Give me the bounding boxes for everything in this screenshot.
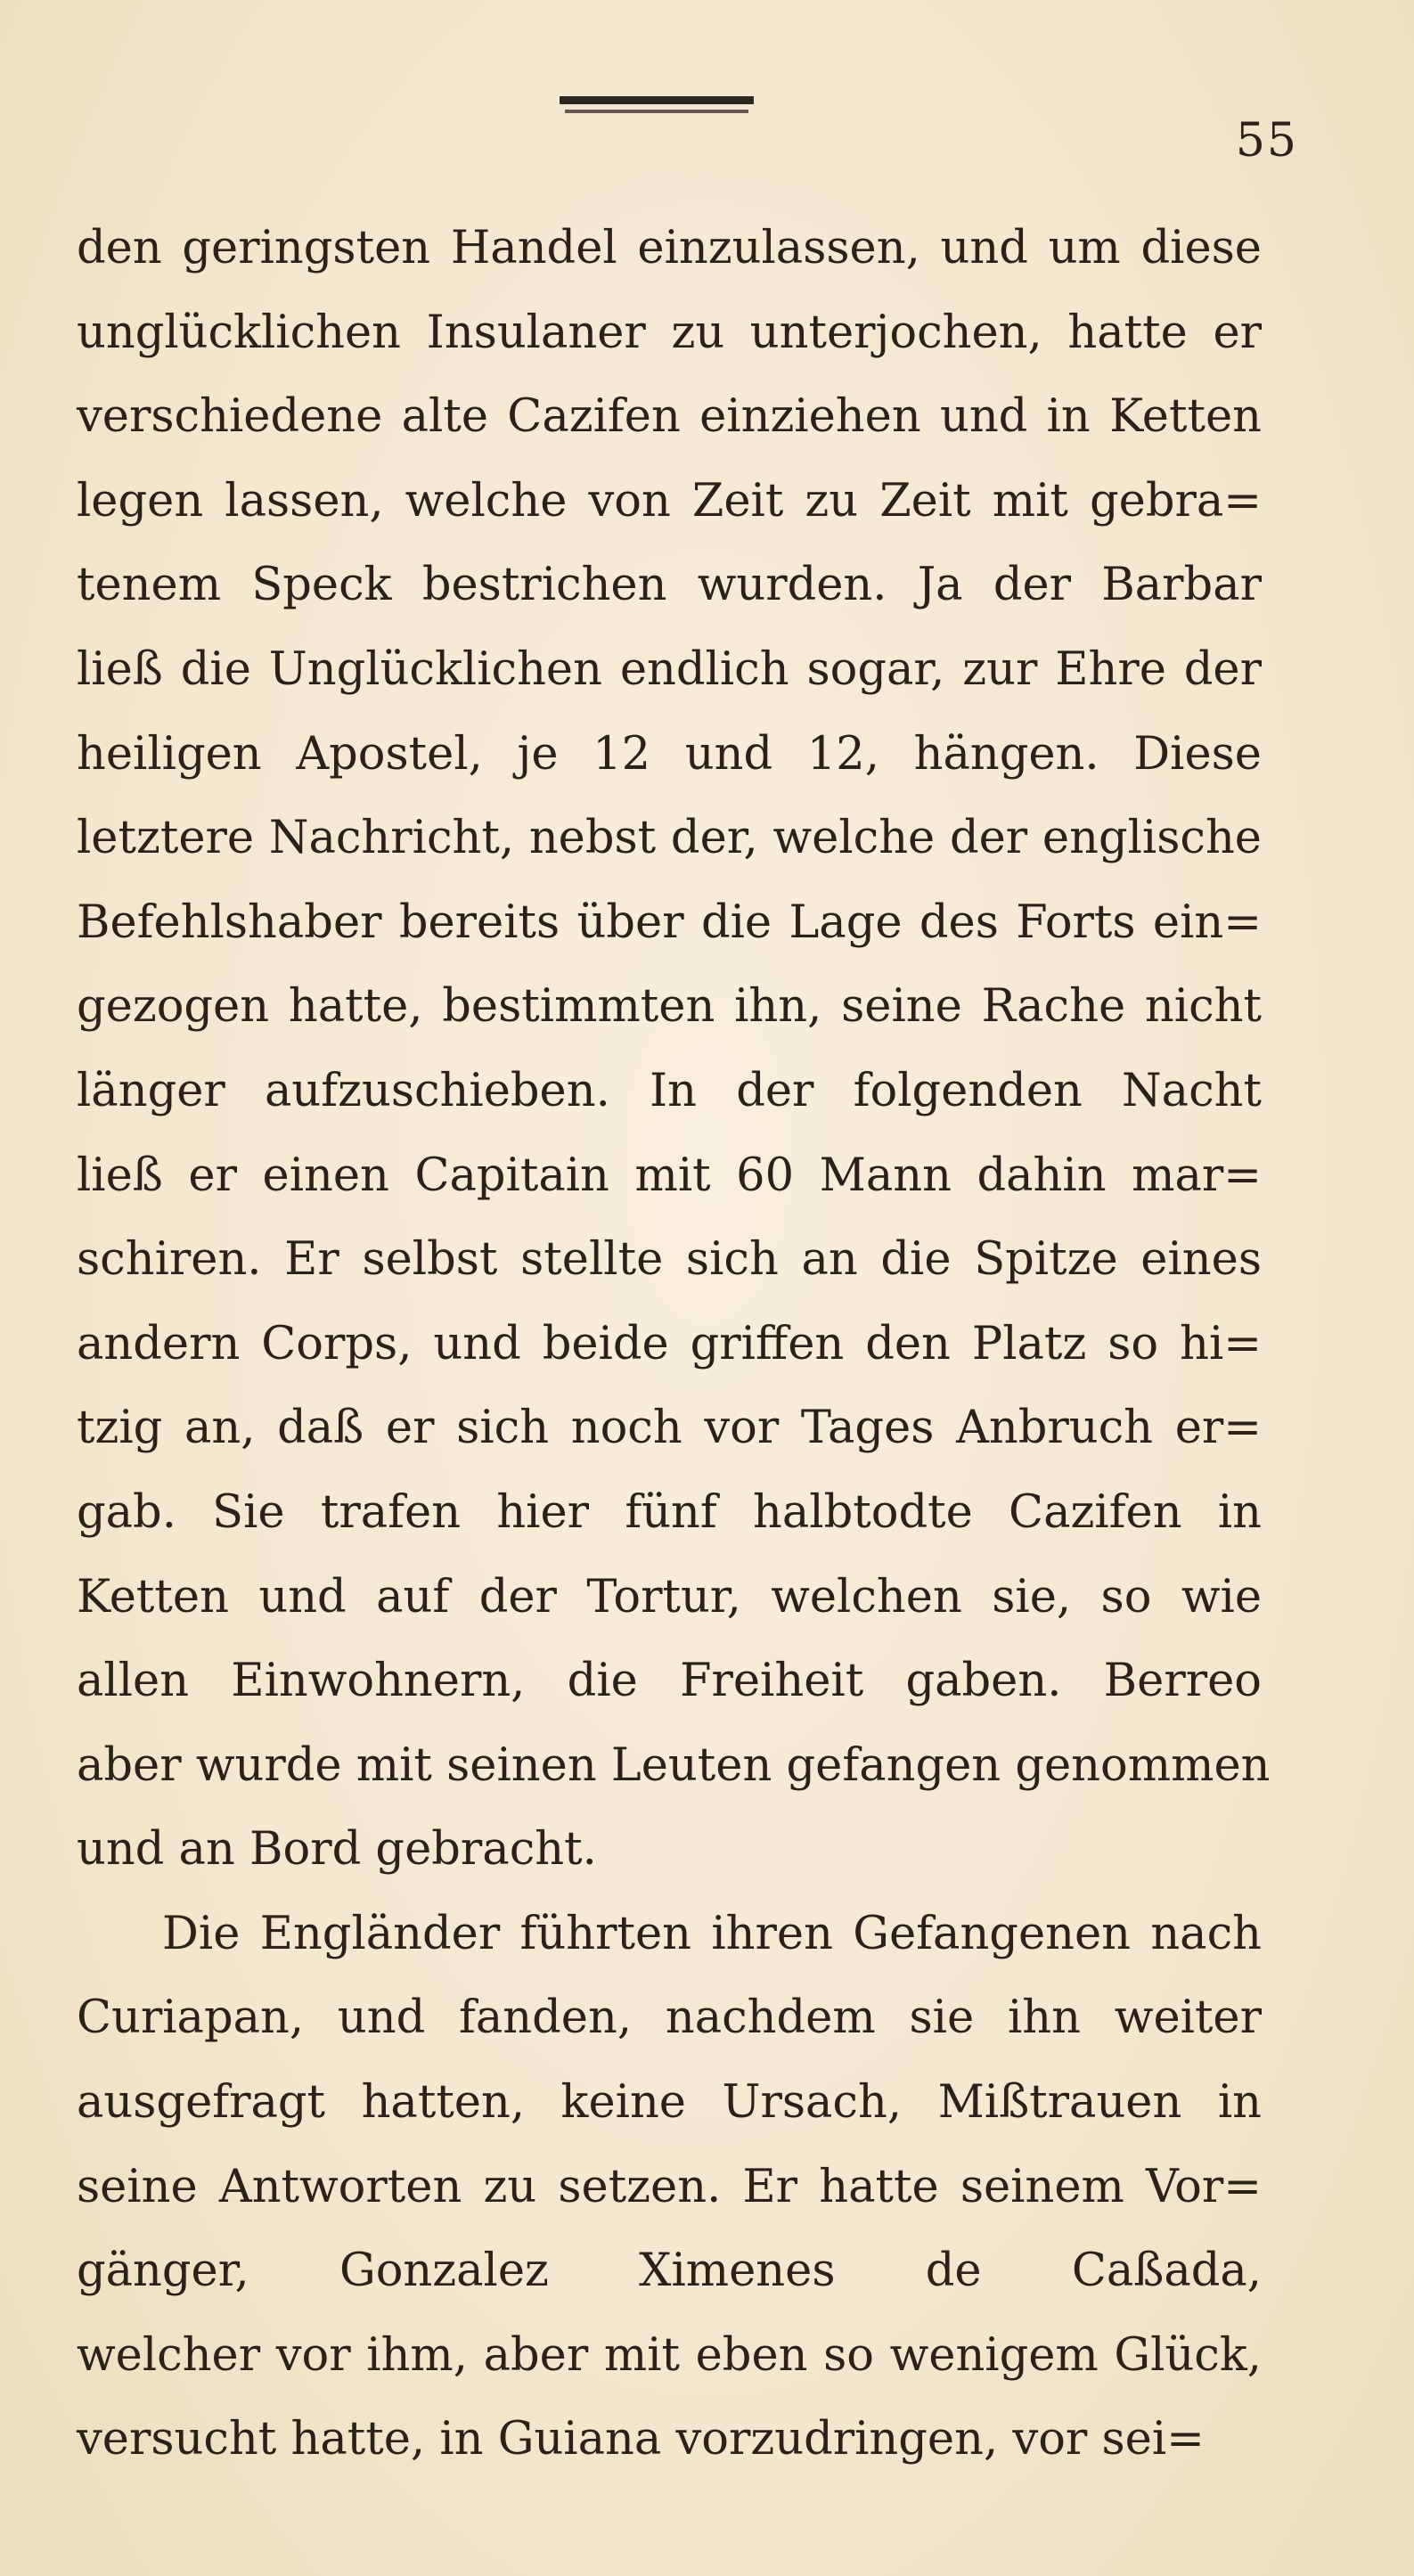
ornament-bar-thin (565, 110, 748, 113)
text-line: ausgefragt hatten, keine Ursach, Mißtrauen in (77, 2076, 1262, 2130)
text-line: tenem Speck bestrichen wurden. Ja der Barbar (77, 559, 1262, 612)
text-line: und an Bord gebracht. (77, 1823, 597, 1877)
text-line: tzig an, daß er sich noch vor Tages Anbruch er= (77, 1402, 1262, 1455)
text-line: gänger, Gonzalez Ximenes de Caßada, (77, 2245, 1262, 2298)
text-line: andern Corps, und beide griffen den Platz so hi= (77, 1317, 1262, 1370)
text-line: welcher vor ihm, aber mit eben so wenigem Glück, (77, 2328, 1262, 2382)
text-line: allen Einwohnern, die Freiheit gaben. Berreo (77, 1655, 1262, 1708)
text-line: ließ er einen Capitain mit 60 Mann dahin mar= (77, 1149, 1262, 1202)
text-line: ließ die Unglücklichen endlich sogar, zur Ehre der (77, 642, 1262, 696)
text-line: gab. Sie trafen hier fünf halbtodte Cazifen in (77, 1485, 1262, 1539)
text-line: Befehlshaber bereits über die Lage des Forts ein= (77, 895, 1262, 949)
text-line: versucht hatte, in Guiana vorzudringen, vor sei= (77, 2413, 1205, 2466)
text-line: aber wurde mit seinen Leuten gefangen genommen (77, 1738, 1271, 1792)
page-number: 55 (1235, 114, 1298, 168)
text-line: verschiedene alte Cazifen einziehen und in Ketten (77, 390, 1262, 444)
text-line: seine Antworten zu setzen. Er hatte seinem Vor= (77, 2160, 1262, 2213)
header-ornament-rule (560, 96, 754, 123)
text-line: letztere Nachricht, nebst der, welche der englische (77, 812, 1262, 865)
text-line: unglücklichen Insulaner zu unterjochen, hatte er (77, 306, 1262, 359)
text-line: Curiapan, und fanden, nachdem sie ihn weiter (77, 1991, 1262, 2045)
text-line: Die Engländer führten ihren Gefangenen nach (162, 1907, 1262, 1960)
text-line: den geringsten Handel einzulassen, und um diese (77, 222, 1262, 274)
text-line: legen lassen, welche von Zeit zu Zeit mit gebra= (77, 474, 1262, 527)
text-line: gezogen hatte, bestimmten ihn, seine Rache nicht (77, 980, 1262, 1034)
text-line: heiligen Apostel, je 12 und 12, hängen. Diese (77, 727, 1262, 781)
text-line: länger aufzuschieben. In der folgenden Nacht (77, 1064, 1262, 1117)
text-line: schiren. Er selbst stellte sich an die Spitze eines (77, 1233, 1262, 1287)
body-text (77, 207, 1271, 2482)
text-line: Ketten und auf der Tortur, welchen sie, so wie (77, 1570, 1262, 1623)
ornament-bar-thick (560, 96, 754, 104)
